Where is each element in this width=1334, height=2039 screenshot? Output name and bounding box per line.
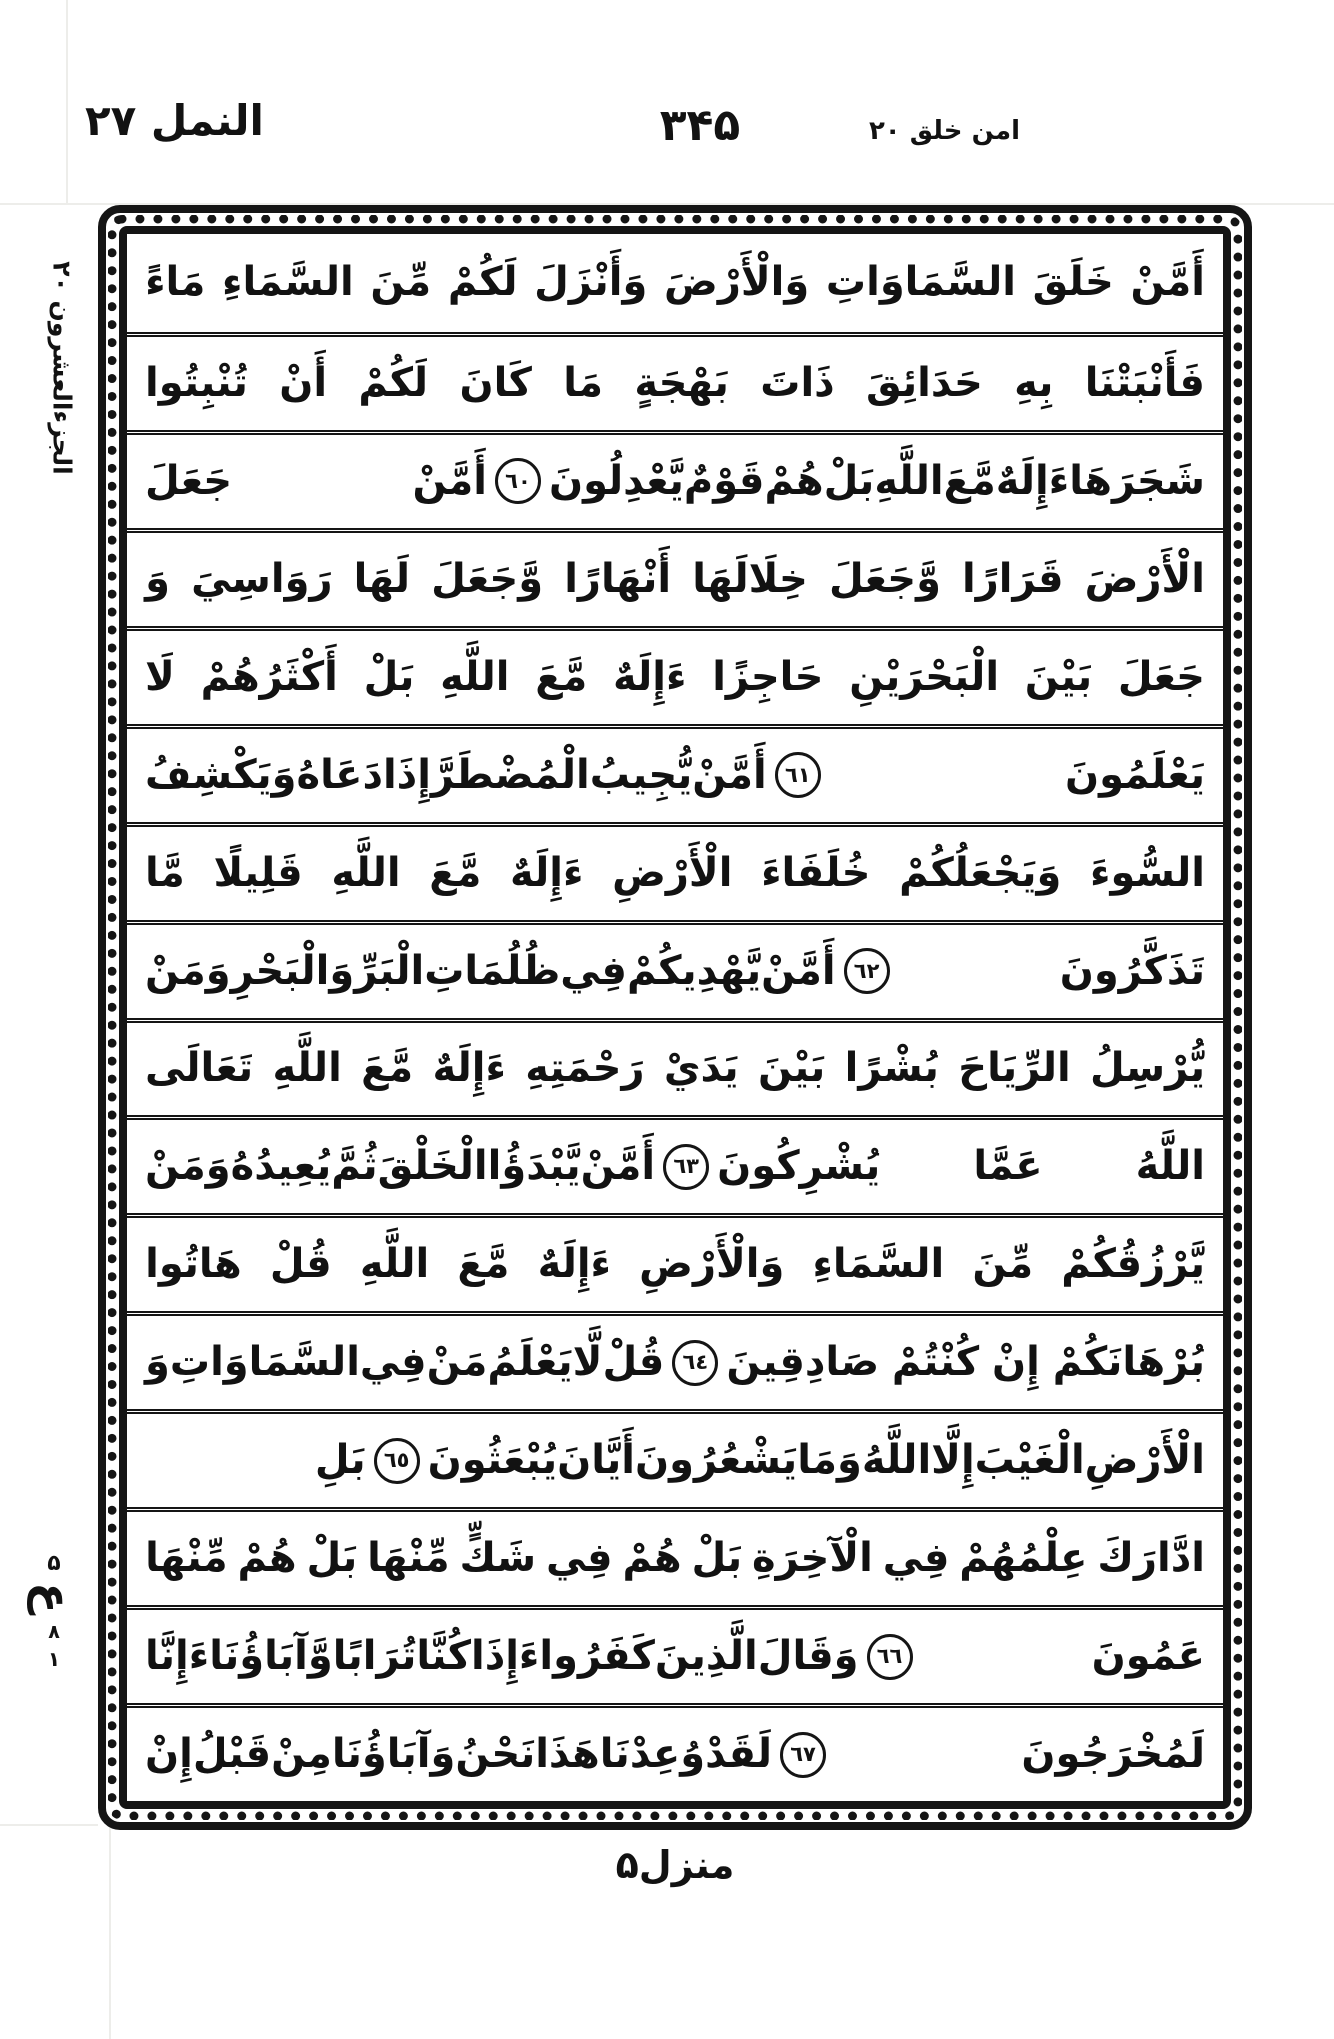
word: دَعَاهُ	[296, 751, 383, 798]
word: الْأَرْضِ	[612, 849, 733, 896]
word: بَلْ	[823, 457, 875, 504]
quran-line-2	[127, 332, 1223, 430]
word: لَا	[145, 653, 175, 700]
ayah-text	[145, 532, 1205, 626]
word: حَدَائِقَ	[866, 359, 983, 406]
word: الْآخِرَةِ	[752, 1535, 873, 1582]
word: بَلْ	[306, 1535, 358, 1582]
word: مِّنَ	[972, 1241, 1034, 1288]
quran-line-5	[127, 626, 1223, 724]
word: قُلْ	[269, 1241, 332, 1288]
word: إِلَّا	[931, 1437, 975, 1484]
word: قَوْمٌ	[683, 457, 765, 504]
word: أَمَّنْ	[580, 1143, 656, 1190]
word: كُنْتُمْ	[891, 1339, 980, 1386]
word: عَمَّا	[973, 1143, 1043, 1190]
ayah-text	[145, 1217, 1205, 1311]
word: وُعِدْنَا	[599, 1731, 706, 1778]
word: جَعَلَ	[1117, 653, 1205, 700]
ayah-text	[921, 1609, 1205, 1703]
ayah-text	[829, 728, 1205, 822]
word: وَالْبَحْرِ	[230, 947, 355, 994]
word: بَهْجَةٍ	[634, 359, 729, 406]
word: مَا	[563, 359, 604, 406]
word: أَمَّنْ	[412, 457, 487, 504]
ayah-text	[145, 1021, 1205, 1115]
word: وَّآبَاؤُنَا	[209, 1633, 333, 1680]
inner-border	[119, 226, 1231, 1809]
word: وَّجَعَلَ	[431, 555, 544, 602]
word: وَأَنْزَلَ	[534, 259, 648, 306]
page-fold-line-bottom	[0, 1824, 98, 1826]
juz-vertical-label: الجزءالعشرون ۲۰	[47, 261, 77, 475]
word: أَنْ	[279, 359, 328, 406]
ayah-number-badge: ٦٣	[663, 1144, 709, 1190]
ayah-text	[145, 630, 1205, 724]
word: خُلَفَاءَ	[761, 849, 871, 896]
word: إِنْ	[145, 1731, 193, 1778]
word: الْبَرِّ	[354, 947, 425, 994]
word: الْخَلْقَ	[377, 1143, 488, 1190]
quran-line-3	[127, 430, 1223, 528]
word: اللَّهِ	[874, 457, 944, 504]
quran-line-12	[127, 1311, 1223, 1409]
word: الَّذِينَ	[654, 1633, 758, 1680]
quran-line-8	[127, 920, 1223, 1018]
ayah-number-badge: ٦٧	[780, 1732, 826, 1778]
word: تُرَابًا	[332, 1633, 417, 1680]
word: بَلْ	[363, 653, 415, 700]
page-border-frame	[98, 205, 1252, 1830]
word: هَذَا	[535, 1731, 600, 1778]
word: وَقَالَ	[757, 1633, 859, 1680]
word: لَهَا	[353, 555, 411, 602]
word: ءَإِلَهٌ	[510, 849, 584, 896]
word: فِي	[882, 1535, 950, 1582]
ayah-text	[717, 1119, 1205, 1213]
ruku-number-foot: ۱	[47, 1647, 61, 1672]
word: اللَّهِ	[331, 849, 401, 896]
ayah-text	[145, 336, 1205, 430]
word: يُعِيدُهُ	[230, 1143, 332, 1190]
quran-line-15	[127, 1605, 1223, 1703]
word: مِنْ	[271, 1731, 332, 1778]
word: بِهِ	[1014, 359, 1054, 406]
bead-border	[108, 215, 1242, 1820]
word: وَمَا	[797, 1437, 862, 1484]
word: ءَإِلَهٌ	[995, 457, 1070, 504]
word: خَلَقَ	[1032, 259, 1114, 306]
word: لَقَدْ	[705, 1731, 773, 1778]
word: يُبْعَثُونَ	[427, 1437, 558, 1484]
word: الْأَرْضِ	[1084, 1437, 1205, 1484]
ayah-text	[726, 1315, 1205, 1409]
ruku-number-bottom: ۸	[48, 1621, 60, 1644]
quran-line-1	[127, 234, 1223, 332]
word: خِلَالَهَا	[692, 555, 808, 602]
word: مِّنْهَا	[145, 1535, 228, 1582]
word: أَكْثَرُهُمْ	[200, 653, 338, 700]
word: تَعَالَى	[145, 1045, 254, 1092]
word: ذَاتَ	[760, 359, 835, 406]
word: ظُلُمَاتِ	[424, 947, 561, 994]
word: بَلْ	[691, 1535, 743, 1582]
word: أَمَّنْ	[761, 947, 836, 994]
ayah-number-badge: ٦٠	[495, 458, 541, 504]
word: لَكُمْ	[447, 259, 518, 306]
word: مَاءً	[145, 259, 206, 306]
word: الْبَحْرَيْنِ	[849, 653, 1000, 700]
word: لَّا	[572, 1339, 603, 1386]
word: هُمْ	[764, 457, 824, 504]
word: يَّهْدِيكُمْ	[626, 947, 762, 994]
word: عِلْمُهُمْ	[959, 1535, 1088, 1582]
word: ادَّارَكَ	[1097, 1535, 1205, 1582]
ayah-text	[145, 1315, 664, 1409]
word: ءَإِذَا	[470, 1633, 540, 1680]
word: يَّعْدِلُونَ	[548, 457, 684, 504]
ruku-number-top: ۵	[47, 1551, 61, 1576]
word: مَّعَ	[429, 849, 482, 896]
word: السَّمَاوَاتِ	[169, 1339, 360, 1386]
word: اللَّهِ	[272, 1045, 342, 1092]
word: يُشْرِكُونَ	[717, 1143, 881, 1190]
word: بَلِ	[314, 1437, 366, 1484]
surah-title: النمل ۲۷	[85, 96, 264, 145]
word: وَآبَاؤُنَا	[331, 1731, 456, 1778]
word: تَذَكَّرُونَ	[1059, 947, 1205, 994]
word: بُشْرًا	[844, 1045, 939, 1092]
word: يَدَيْ	[663, 1045, 739, 1092]
word: مِّنْهَا	[367, 1535, 450, 1582]
ayah-text	[145, 924, 836, 1018]
ruku-mark	[24, 1552, 84, 1670]
word: يَّبْدَؤُا	[487, 1143, 581, 1190]
word: ءَإِلَهٌ	[432, 1045, 506, 1092]
word: مَّا	[145, 849, 185, 896]
word: هَاتُوا	[145, 1241, 242, 1288]
word: جَعَلَ	[145, 457, 233, 504]
word: السَّمَاوَاتِ	[825, 259, 1016, 306]
word: حَاجِزًا	[712, 653, 824, 700]
word: مَّعَ	[535, 653, 588, 700]
ayah-text	[145, 1707, 772, 1801]
word: وَمَنْ	[145, 947, 231, 994]
word: هُمْ	[622, 1535, 682, 1582]
quran-line-9	[127, 1018, 1223, 1116]
word: وَالْأَرْضَ	[664, 259, 810, 306]
word: الْمُضْطَرَّ	[430, 751, 590, 798]
word: فِي	[359, 1339, 427, 1386]
quran-line-14	[127, 1507, 1223, 1605]
word: لَكُمْ	[358, 359, 429, 406]
word: كَفَرُوا	[539, 1633, 655, 1680]
ayah-text	[145, 826, 1205, 920]
word: ءَإِلَهٌ	[613, 653, 687, 700]
ayah-text	[145, 1511, 1205, 1605]
word: رَوَاسِيَ	[191, 555, 333, 602]
word: وَيَجْعَلُكُمْ	[899, 849, 1062, 896]
word: اللَّهِ	[359, 1241, 430, 1288]
word: كُنَّا	[416, 1633, 471, 1680]
word: يُّرْسِلُ	[1090, 1045, 1205, 1092]
ruku-ain-icon: ع	[27, 1582, 81, 1614]
word: مَّعَ	[361, 1045, 414, 1092]
word: اللَّهُ	[861, 1437, 932, 1484]
word: قَلِيلًا	[213, 849, 303, 896]
ayah-text	[145, 1413, 366, 1507]
word: اللَّهِ	[440, 653, 510, 700]
word: قَبْلُ	[192, 1731, 272, 1778]
word: ثُمَّ	[331, 1143, 378, 1190]
quran-line-13	[127, 1409, 1223, 1507]
word: يَعْلَمُونَ	[1065, 751, 1205, 798]
quran-line-6	[127, 724, 1223, 822]
word: أَمَّنْ	[1130, 259, 1205, 306]
word: مَنْ	[426, 1339, 488, 1386]
ayah-number-badge: ٦٤	[672, 1340, 718, 1386]
page-number: ۳۴۵	[659, 100, 741, 151]
word: وَّجَعَلَ	[828, 555, 941, 602]
word: لَمُخْرَجُونَ	[1021, 1731, 1205, 1778]
quran-line-10	[127, 1115, 1223, 1213]
ayah-number-badge: ٦١	[775, 752, 821, 798]
word: ءَإِنَّا	[145, 1633, 210, 1680]
ayah-text	[145, 235, 1205, 330]
word: وَ	[145, 555, 170, 602]
quran-line-7	[127, 822, 1223, 920]
word: بُرْهَانَكُمْ	[1052, 1339, 1205, 1386]
ayah-text	[145, 434, 487, 528]
word: يَعْلَمُ	[487, 1339, 573, 1386]
word: بَيْنَ	[757, 1045, 826, 1092]
ayah-number-badge: ٦٢	[844, 948, 890, 994]
word: إِذَا	[382, 751, 431, 798]
ayah-text	[145, 728, 767, 822]
word: مَّعَ	[457, 1241, 510, 1288]
word: الْغَيْبَ	[974, 1437, 1085, 1484]
word: اللَّهُ	[1135, 1143, 1205, 1190]
word: عَمُونَ	[1091, 1633, 1205, 1680]
ayah-text	[898, 924, 1205, 1018]
word: رَحْمَتِهِ	[525, 1045, 645, 1092]
word: هُمْ	[237, 1535, 297, 1582]
word: صَادِقِينَ	[726, 1339, 880, 1386]
word: وَ	[145, 1339, 170, 1386]
word: شَكٍّ	[459, 1535, 537, 1582]
manzil-label: منزل۵	[615, 1843, 735, 1887]
word: الرِّيَاحَ	[958, 1045, 1071, 1092]
word: أَنْهَارًا	[564, 555, 672, 602]
ayah-text	[145, 1609, 859, 1703]
word: بَيْنَ	[1024, 653, 1093, 700]
word: وَالْأَرْضِ	[639, 1241, 785, 1288]
word: فِي	[545, 1535, 613, 1582]
word: السَّمَاءِ	[222, 259, 354, 306]
word: نَحْنُ	[455, 1731, 536, 1778]
word: وَمَنْ	[145, 1143, 231, 1190]
word: أَمَّنْ	[692, 751, 767, 798]
word: الْأَرْضَ	[1084, 555, 1205, 602]
word: وَيَكْشِفُ	[145, 751, 297, 798]
word: قَرَارًا	[962, 555, 1064, 602]
word: ءَإِلَهٌ	[537, 1241, 611, 1288]
word: السَّمَاءِ	[812, 1241, 945, 1288]
word: شَجَرَهَا	[1069, 457, 1205, 504]
ayah-text	[145, 1119, 655, 1213]
quran-line-16	[127, 1703, 1223, 1801]
word: السُّوءَ	[1090, 849, 1205, 896]
ayah-text	[549, 434, 1205, 528]
word: يُّجِيبُ	[589, 751, 693, 798]
word: قُلْ	[602, 1339, 665, 1386]
ayah-text	[428, 1413, 1205, 1507]
quran-line-4	[127, 528, 1223, 626]
quran-text-block	[127, 234, 1223, 1801]
quran-line-11	[127, 1213, 1223, 1311]
word: إِنْ	[992, 1339, 1040, 1386]
ayah-text	[834, 1707, 1205, 1801]
juz-name-label: امن خلق ۲۰	[868, 116, 1020, 146]
ayah-number-badge: ٦٦	[867, 1634, 913, 1680]
word: كَانَ	[459, 359, 532, 406]
word: فِي	[560, 947, 627, 994]
word: مَّعَ	[943, 457, 996, 504]
page-fold-line-top-v	[66, 0, 68, 203]
word: فَأَنْبَتْنَا	[1084, 359, 1205, 406]
word: يَشْعُرُونَ	[635, 1437, 798, 1484]
word: مِّنَ	[370, 259, 432, 306]
word: تُنْبِتُوا	[145, 359, 248, 406]
ayah-number-badge: ٦٥	[374, 1438, 420, 1484]
word: يَّرْزُقُكُمْ	[1061, 1241, 1205, 1288]
word: أَيَّانَ	[557, 1437, 635, 1484]
